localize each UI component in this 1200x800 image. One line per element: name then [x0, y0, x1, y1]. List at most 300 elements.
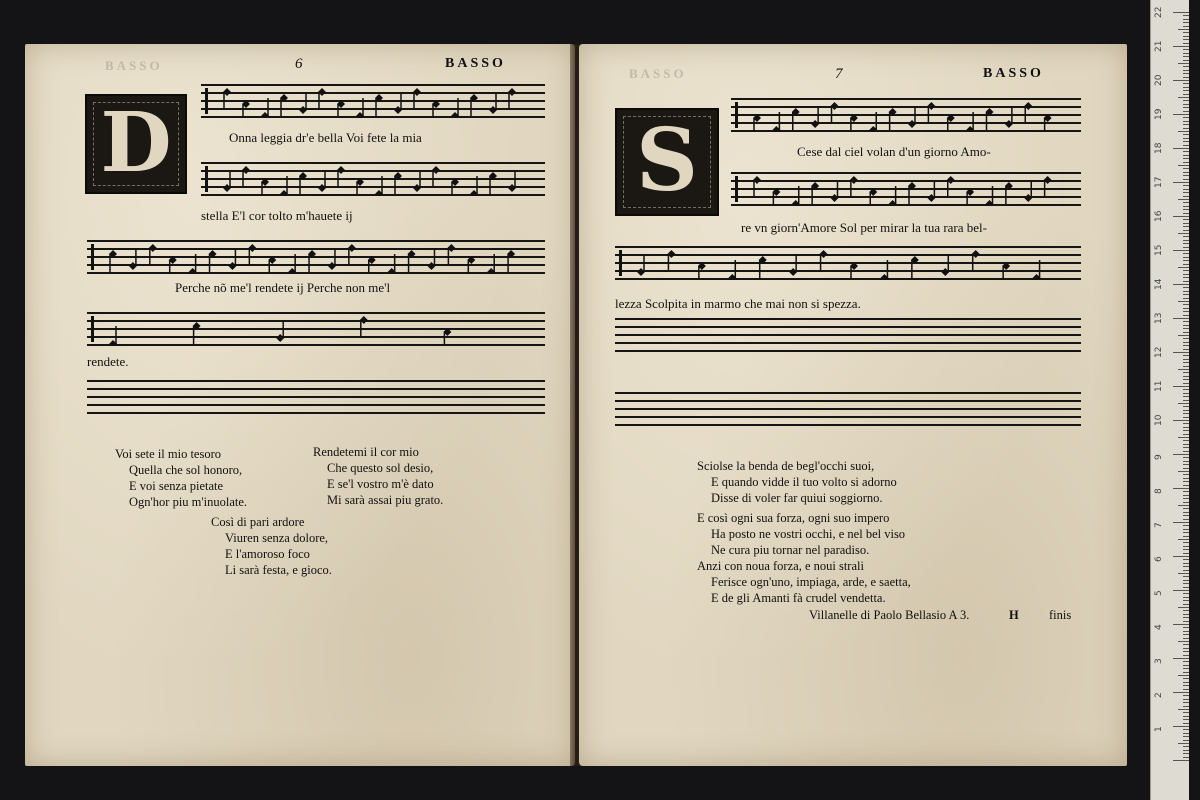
ruler-tick — [1173, 726, 1189, 727]
ruler-tick — [1183, 60, 1189, 61]
ruler-tick — [1183, 230, 1189, 231]
ruler-label: 16 — [1154, 210, 1164, 222]
music-staff — [87, 240, 545, 274]
ruler-tick — [1183, 121, 1189, 122]
ruler-tick — [1178, 131, 1189, 132]
ruler-tick — [1173, 284, 1189, 285]
ruler-tick — [1183, 519, 1189, 520]
verse-line: Li sarà festa, e gioco. — [225, 563, 332, 577]
ruler-tick — [1173, 760, 1189, 761]
right-page-header: BASSO — [983, 66, 1044, 81]
ruler-tick — [1183, 87, 1189, 88]
ruler-tick — [1183, 19, 1189, 20]
ruler-tick — [1183, 298, 1189, 299]
ruler-tick — [1183, 39, 1189, 40]
clef-mark — [205, 166, 208, 192]
ruler-tick — [1183, 576, 1189, 577]
ruler-tick — [1183, 253, 1189, 254]
ruler-tick — [1173, 12, 1189, 13]
lyric-line: Onna leggia dr'e bella Voi fete la mia — [229, 130, 422, 145]
ruler-tick — [1183, 672, 1189, 673]
ruler-tick — [1183, 587, 1189, 588]
ruler-tick — [1183, 631, 1189, 632]
ruler-tick — [1183, 648, 1189, 649]
ruler-tick — [1183, 413, 1189, 414]
ruler-tick — [1183, 542, 1189, 543]
ruler-tick — [1183, 366, 1189, 367]
ruler-tick — [1178, 301, 1189, 302]
ruler-label: 21 — [1154, 40, 1164, 52]
verse-line: Ne cura piu tornar nel paradiso. — [711, 543, 870, 557]
ruler-tick — [1173, 250, 1189, 251]
ruler-tick — [1183, 706, 1189, 707]
music-staff — [201, 84, 545, 118]
ruler-tick — [1183, 359, 1189, 360]
music-notes — [201, 162, 545, 196]
verse-stanza-3 — [211, 514, 332, 578]
ruler-tick — [1183, 49, 1189, 50]
ruler-tick — [1183, 427, 1189, 428]
ruler-tick — [1183, 417, 1189, 418]
music-staff — [87, 312, 545, 346]
ruler-tick — [1183, 502, 1189, 503]
ruler-tick — [1178, 63, 1189, 64]
empty-staff — [615, 318, 1081, 352]
ruler-tick — [1183, 733, 1189, 734]
ruler-tick — [1183, 491, 1189, 492]
ruler-label: 15 — [1154, 244, 1164, 256]
ruler-tick — [1183, 277, 1189, 278]
ruler-tick — [1183, 750, 1189, 751]
ruler-tick — [1183, 651, 1189, 652]
ruler-tick — [1183, 77, 1189, 78]
ruler-tick — [1183, 753, 1189, 754]
ruler-tick — [1183, 682, 1189, 683]
ruler-tick — [1183, 94, 1189, 95]
ruler-tick — [1183, 400, 1189, 401]
verse-line: E se'l vostro m'è dato — [327, 477, 434, 491]
ruler-label: 11 — [1154, 380, 1164, 392]
ruler-tick — [1183, 294, 1189, 295]
ruler-tick — [1178, 335, 1189, 336]
ruler-tick — [1183, 287, 1189, 288]
ruler-tick — [1173, 556, 1189, 557]
verse-line: Viuren senza dolore, — [225, 531, 329, 545]
ruler-label: 1 — [1154, 726, 1164, 732]
ruler-tick — [1183, 179, 1189, 180]
ruler-tick — [1183, 695, 1189, 696]
ruler-tick — [1183, 100, 1189, 101]
verse-line: Ogn'hor piu m'inuolate. — [129, 495, 248, 509]
ruler-tick — [1183, 56, 1189, 57]
ruler-tick — [1173, 420, 1189, 421]
ruler-tick — [1183, 104, 1189, 105]
ruler-tick — [1183, 355, 1189, 356]
left-page-number: 6 — [295, 56, 303, 72]
ruler-tick — [1183, 712, 1189, 713]
ruler-label: 3 — [1154, 658, 1164, 664]
music-notes — [201, 84, 545, 118]
ruler-tick — [1183, 185, 1189, 186]
ruler-tick — [1183, 655, 1189, 656]
ruler-tick — [1183, 219, 1189, 220]
clef-mark — [91, 244, 94, 270]
verse-stanza-1 — [115, 446, 247, 510]
ruler-tick — [1183, 593, 1189, 594]
ruler-tick — [1183, 141, 1189, 142]
ruler-tick — [1183, 15, 1189, 16]
verse-stanza-3 — [697, 558, 911, 606]
ruler-tick — [1183, 223, 1189, 224]
ruler-tick — [1183, 270, 1189, 271]
ruler-tick — [1183, 345, 1189, 346]
left-page — [25, 44, 575, 766]
right-page — [579, 44, 1127, 766]
ruler-tick — [1183, 189, 1189, 190]
ruler-tick — [1178, 165, 1189, 166]
ruler-tick — [1183, 111, 1189, 112]
ruler-label: 22 — [1154, 6, 1164, 18]
ruler-tick — [1183, 389, 1189, 390]
ruler-tick — [1173, 352, 1189, 353]
verse-line: Mi sarà assai piu grato. — [327, 493, 444, 507]
ruler-tick — [1183, 498, 1189, 499]
left-page-header: BASSO — [445, 56, 506, 71]
ruler-tick — [1183, 372, 1189, 373]
ruler-tick — [1183, 702, 1189, 703]
ruler-tick — [1183, 580, 1189, 581]
ruler-tick — [1183, 464, 1189, 465]
ruler-tick — [1183, 468, 1189, 469]
ruler-tick — [1183, 621, 1189, 622]
ruler-tick — [1183, 66, 1189, 67]
ruler-tick — [1183, 549, 1189, 550]
ruler-tick — [1183, 600, 1189, 601]
ruler-label: 12 — [1154, 346, 1164, 358]
verse-line: Così di pari ardore — [211, 515, 305, 529]
left-ghost-header: BASSO — [105, 58, 163, 73]
music-staff — [201, 162, 545, 196]
ruler-tick — [1178, 437, 1189, 438]
ruler-label: 5 — [1154, 590, 1164, 596]
ruler-tick — [1183, 158, 1189, 159]
colophon: Villanelle di Paolo Bellasio A 3. — [809, 608, 970, 622]
ruler-tick — [1183, 128, 1189, 129]
ruler-tick — [1183, 304, 1189, 305]
ruler-tick — [1173, 182, 1189, 183]
ruler-tick — [1183, 162, 1189, 163]
verse-line: Quella che sol honoro, — [129, 463, 243, 477]
ruler-label: 17 — [1154, 176, 1164, 188]
ruler-tick — [1178, 471, 1189, 472]
ruler-tick — [1183, 627, 1189, 628]
ruler-tick — [1183, 430, 1189, 431]
ruler-tick — [1183, 107, 1189, 108]
ruler-tick — [1183, 634, 1189, 635]
ruler-tick — [1183, 342, 1189, 343]
ruler-tick — [1173, 318, 1189, 319]
ruler-tick — [1183, 689, 1189, 690]
ruler-tick — [1183, 247, 1189, 248]
music-staff — [615, 246, 1081, 280]
ruler-tick — [1183, 461, 1189, 462]
ruler-tick — [1173, 386, 1189, 387]
ruler-tick — [1173, 216, 1189, 217]
ruler-tick — [1183, 719, 1189, 720]
ruler-tick — [1183, 311, 1189, 312]
ruler-tick — [1183, 43, 1189, 44]
ruler-label: 9 — [1154, 454, 1164, 460]
ruler-tick — [1183, 532, 1189, 533]
ruler-tick — [1183, 536, 1189, 537]
ruler-tick — [1183, 665, 1189, 666]
ruler-label: 4 — [1154, 624, 1164, 630]
ruler-tick — [1178, 641, 1189, 642]
ruler-tick — [1183, 264, 1189, 265]
ruler-tick — [1183, 175, 1189, 176]
ruler-tick — [1183, 22, 1189, 23]
music-notes — [731, 98, 1081, 132]
ruler-tick — [1183, 379, 1189, 380]
verse-stanza-2 — [697, 510, 905, 558]
ruler-tick — [1183, 274, 1189, 275]
ruler-tick — [1183, 168, 1189, 169]
ruler-label: 10 — [1154, 414, 1164, 426]
ruler-tick — [1183, 610, 1189, 611]
ruler-tick — [1183, 444, 1189, 445]
ruler-tick — [1183, 315, 1189, 316]
ruler-tick — [1183, 308, 1189, 309]
ruler-tick — [1183, 757, 1189, 758]
ruler-tick — [1183, 566, 1189, 567]
ruler-tick — [1183, 447, 1189, 448]
ruler-tick — [1173, 590, 1189, 591]
ruler-tick — [1183, 685, 1189, 686]
empty-staff — [615, 392, 1081, 426]
ruler-tick — [1183, 172, 1189, 173]
ruler-tick — [1183, 202, 1189, 203]
ruler-tick — [1173, 454, 1189, 455]
ruler-tick — [1183, 729, 1189, 730]
right-page-number: 7 — [835, 66, 843, 82]
ruler-tick — [1173, 692, 1189, 693]
verse-line: Che questo sol desio, — [327, 461, 434, 475]
ruler-tick — [1183, 36, 1189, 37]
verse-line: Sciolse la benda de begl'occhi suoi, — [697, 459, 875, 473]
ruler-tick — [1183, 26, 1189, 27]
ruler-tick — [1178, 233, 1189, 234]
ruler-tick — [1183, 746, 1189, 747]
verse-line: Disse di voler far quiui soggiorno. — [711, 491, 883, 505]
ruler-tick — [1183, 570, 1189, 571]
ruler-tick — [1183, 597, 1189, 598]
ruler-tick — [1183, 644, 1189, 645]
music-staff — [731, 172, 1081, 206]
verse-line: E l'amoroso foco — [225, 547, 310, 561]
right-ghost-header: BASSO — [629, 66, 687, 81]
lyric-line: Perche nõ me'l rendete ij Perche non me'l — [175, 280, 391, 295]
ruler-tick — [1183, 196, 1189, 197]
finis-mark: finis — [1049, 608, 1072, 622]
ruler-tick — [1183, 716, 1189, 717]
clef-mark — [735, 102, 738, 128]
ruler-tick — [1183, 661, 1189, 662]
ruler-tick — [1183, 699, 1189, 700]
decorated-initial-d — [85, 94, 187, 194]
ruler-tick — [1173, 46, 1189, 47]
ruler-label: 6 — [1154, 556, 1164, 562]
ruler-tick — [1183, 678, 1189, 679]
ruler-tick — [1183, 325, 1189, 326]
clef-mark — [91, 316, 94, 342]
ruler-tick — [1183, 396, 1189, 397]
ruler-tick — [1183, 192, 1189, 193]
ruler-tick — [1173, 114, 1189, 115]
ruler-tick — [1183, 281, 1189, 282]
ruler-tick — [1183, 53, 1189, 54]
ruler-tick — [1178, 97, 1189, 98]
ruler-tick — [1183, 362, 1189, 363]
lyric-line: lezza Scolpita in marmo che mai non si spezza. — [615, 296, 861, 311]
ruler-tick — [1183, 134, 1189, 135]
lyric-line: re vn giorn'Amore Sol per mirar la tua rara bel- — [741, 220, 987, 235]
ruler-tick — [1183, 478, 1189, 479]
initial-letter: D — [100, 95, 172, 191]
ruler-tick — [1183, 457, 1189, 458]
verse-line: Ferisce ogn'uno, impiaga, arde, e saetta, — [711, 575, 911, 589]
ruler-tick — [1183, 614, 1189, 615]
verse-line: Voi sete il mio tesoro — [115, 447, 222, 461]
ruler-tick — [1173, 658, 1189, 659]
ruler-tick — [1183, 376, 1189, 377]
ruler-tick — [1183, 638, 1189, 639]
ruler-tick — [1183, 226, 1189, 227]
ruler-tick — [1183, 349, 1189, 350]
ruler-tick — [1183, 434, 1189, 435]
ruler-tick — [1183, 617, 1189, 618]
ruler-tick — [1173, 80, 1189, 81]
ruler-tick — [1183, 410, 1189, 411]
ruler-tick — [1178, 29, 1189, 30]
ruler-tick — [1183, 451, 1189, 452]
ruler-tick — [1183, 740, 1189, 741]
verse-line: E quando vidde il tuo volto si adorno — [711, 475, 897, 489]
ruler-tick — [1178, 267, 1189, 268]
ruler-tick — [1178, 403, 1189, 404]
initial-letter: S — [635, 110, 699, 211]
empty-staff — [87, 380, 545, 414]
ruler-tick — [1183, 213, 1189, 214]
verse-line: Rendetemi il cor mio — [313, 445, 419, 459]
lyric-line: rendete. — [87, 354, 129, 369]
clef-mark — [619, 250, 622, 276]
ruler-tick — [1183, 117, 1189, 118]
lyric-line: stella E'l cor tolto m'hauete ij — [201, 208, 353, 223]
ruler-tick — [1183, 145, 1189, 146]
ruler-tick — [1183, 83, 1189, 84]
ruler-tick — [1183, 668, 1189, 669]
lyric-line: Cese dal ciel volan d'un giorno Amo- — [797, 144, 991, 159]
ruler-label: 18 — [1154, 142, 1164, 154]
ruler-tick — [1178, 709, 1189, 710]
clef-mark — [205, 88, 208, 114]
ruler-tick — [1183, 583, 1189, 584]
ruler-tick — [1183, 73, 1189, 74]
ruler-tick — [1183, 328, 1189, 329]
music-notes — [615, 246, 1081, 280]
ruler-tick — [1183, 508, 1189, 509]
ruler-tick — [1183, 723, 1189, 724]
clef-mark — [735, 176, 738, 202]
ruler-tick — [1183, 440, 1189, 441]
verse-stanza-1 — [697, 458, 897, 506]
decorated-initial-s — [615, 108, 719, 216]
ruler-tick — [1183, 332, 1189, 333]
ruler-tick — [1178, 199, 1189, 200]
ruler-tick — [1183, 206, 1189, 207]
verse-line: E voi senza pietate — [129, 479, 224, 493]
ruler-tick — [1183, 423, 1189, 424]
ruler-tick — [1178, 675, 1189, 676]
ruler-tick — [1178, 369, 1189, 370]
ruler-tick — [1183, 495, 1189, 496]
signature-mark: H — [1009, 608, 1019, 622]
ruler-label: 14 — [1154, 278, 1164, 290]
ruler-tick — [1183, 124, 1189, 125]
ruler-tick — [1183, 604, 1189, 605]
ruler-label: 7 — [1154, 522, 1164, 528]
verse-line: E de gli Amanti fà crudel vendetta. — [711, 591, 886, 605]
ruler-tick — [1183, 338, 1189, 339]
music-notes — [731, 172, 1081, 206]
ruler-tick — [1183, 563, 1189, 564]
ruler-tick — [1183, 529, 1189, 530]
ruler-tick — [1183, 393, 1189, 394]
ruler-tick — [1183, 553, 1189, 554]
ruler-tick — [1183, 512, 1189, 513]
ruler-tick — [1183, 32, 1189, 33]
ruler-tick — [1183, 481, 1189, 482]
ruler-tick — [1183, 474, 1189, 475]
ruler-tick — [1183, 515, 1189, 516]
ruler-tick — [1183, 257, 1189, 258]
ruler-tick — [1178, 505, 1189, 506]
verse-line: Anzi con noua forza, e noui strali — [697, 559, 864, 573]
ruler-tick — [1178, 607, 1189, 608]
ruler-tick — [1183, 70, 1189, 71]
ruler-tick — [1173, 488, 1189, 489]
ruler-label: 19 — [1154, 108, 1164, 120]
ruler-tick — [1183, 291, 1189, 292]
ruler-tick — [1183, 321, 1189, 322]
ruler-tick — [1178, 539, 1189, 540]
ruler-label: 20 — [1154, 74, 1164, 86]
ruler-tick — [1183, 559, 1189, 560]
music-staff — [731, 98, 1081, 132]
music-notes — [87, 312, 545, 346]
ruler-tick — [1183, 243, 1189, 244]
ruler-label: 2 — [1154, 692, 1164, 698]
ruler-tick — [1183, 260, 1189, 261]
ruler-tick — [1183, 151, 1189, 152]
measurement-ruler — [1150, 0, 1189, 800]
ruler-tick — [1183, 240, 1189, 241]
ruler-tick — [1178, 573, 1189, 574]
ruler-label: 8 — [1154, 488, 1164, 494]
music-notes — [87, 240, 545, 274]
ruler-label: 13 — [1154, 312, 1164, 324]
verse-line: E così ogni sua forza, ogni suo impero — [697, 511, 890, 525]
